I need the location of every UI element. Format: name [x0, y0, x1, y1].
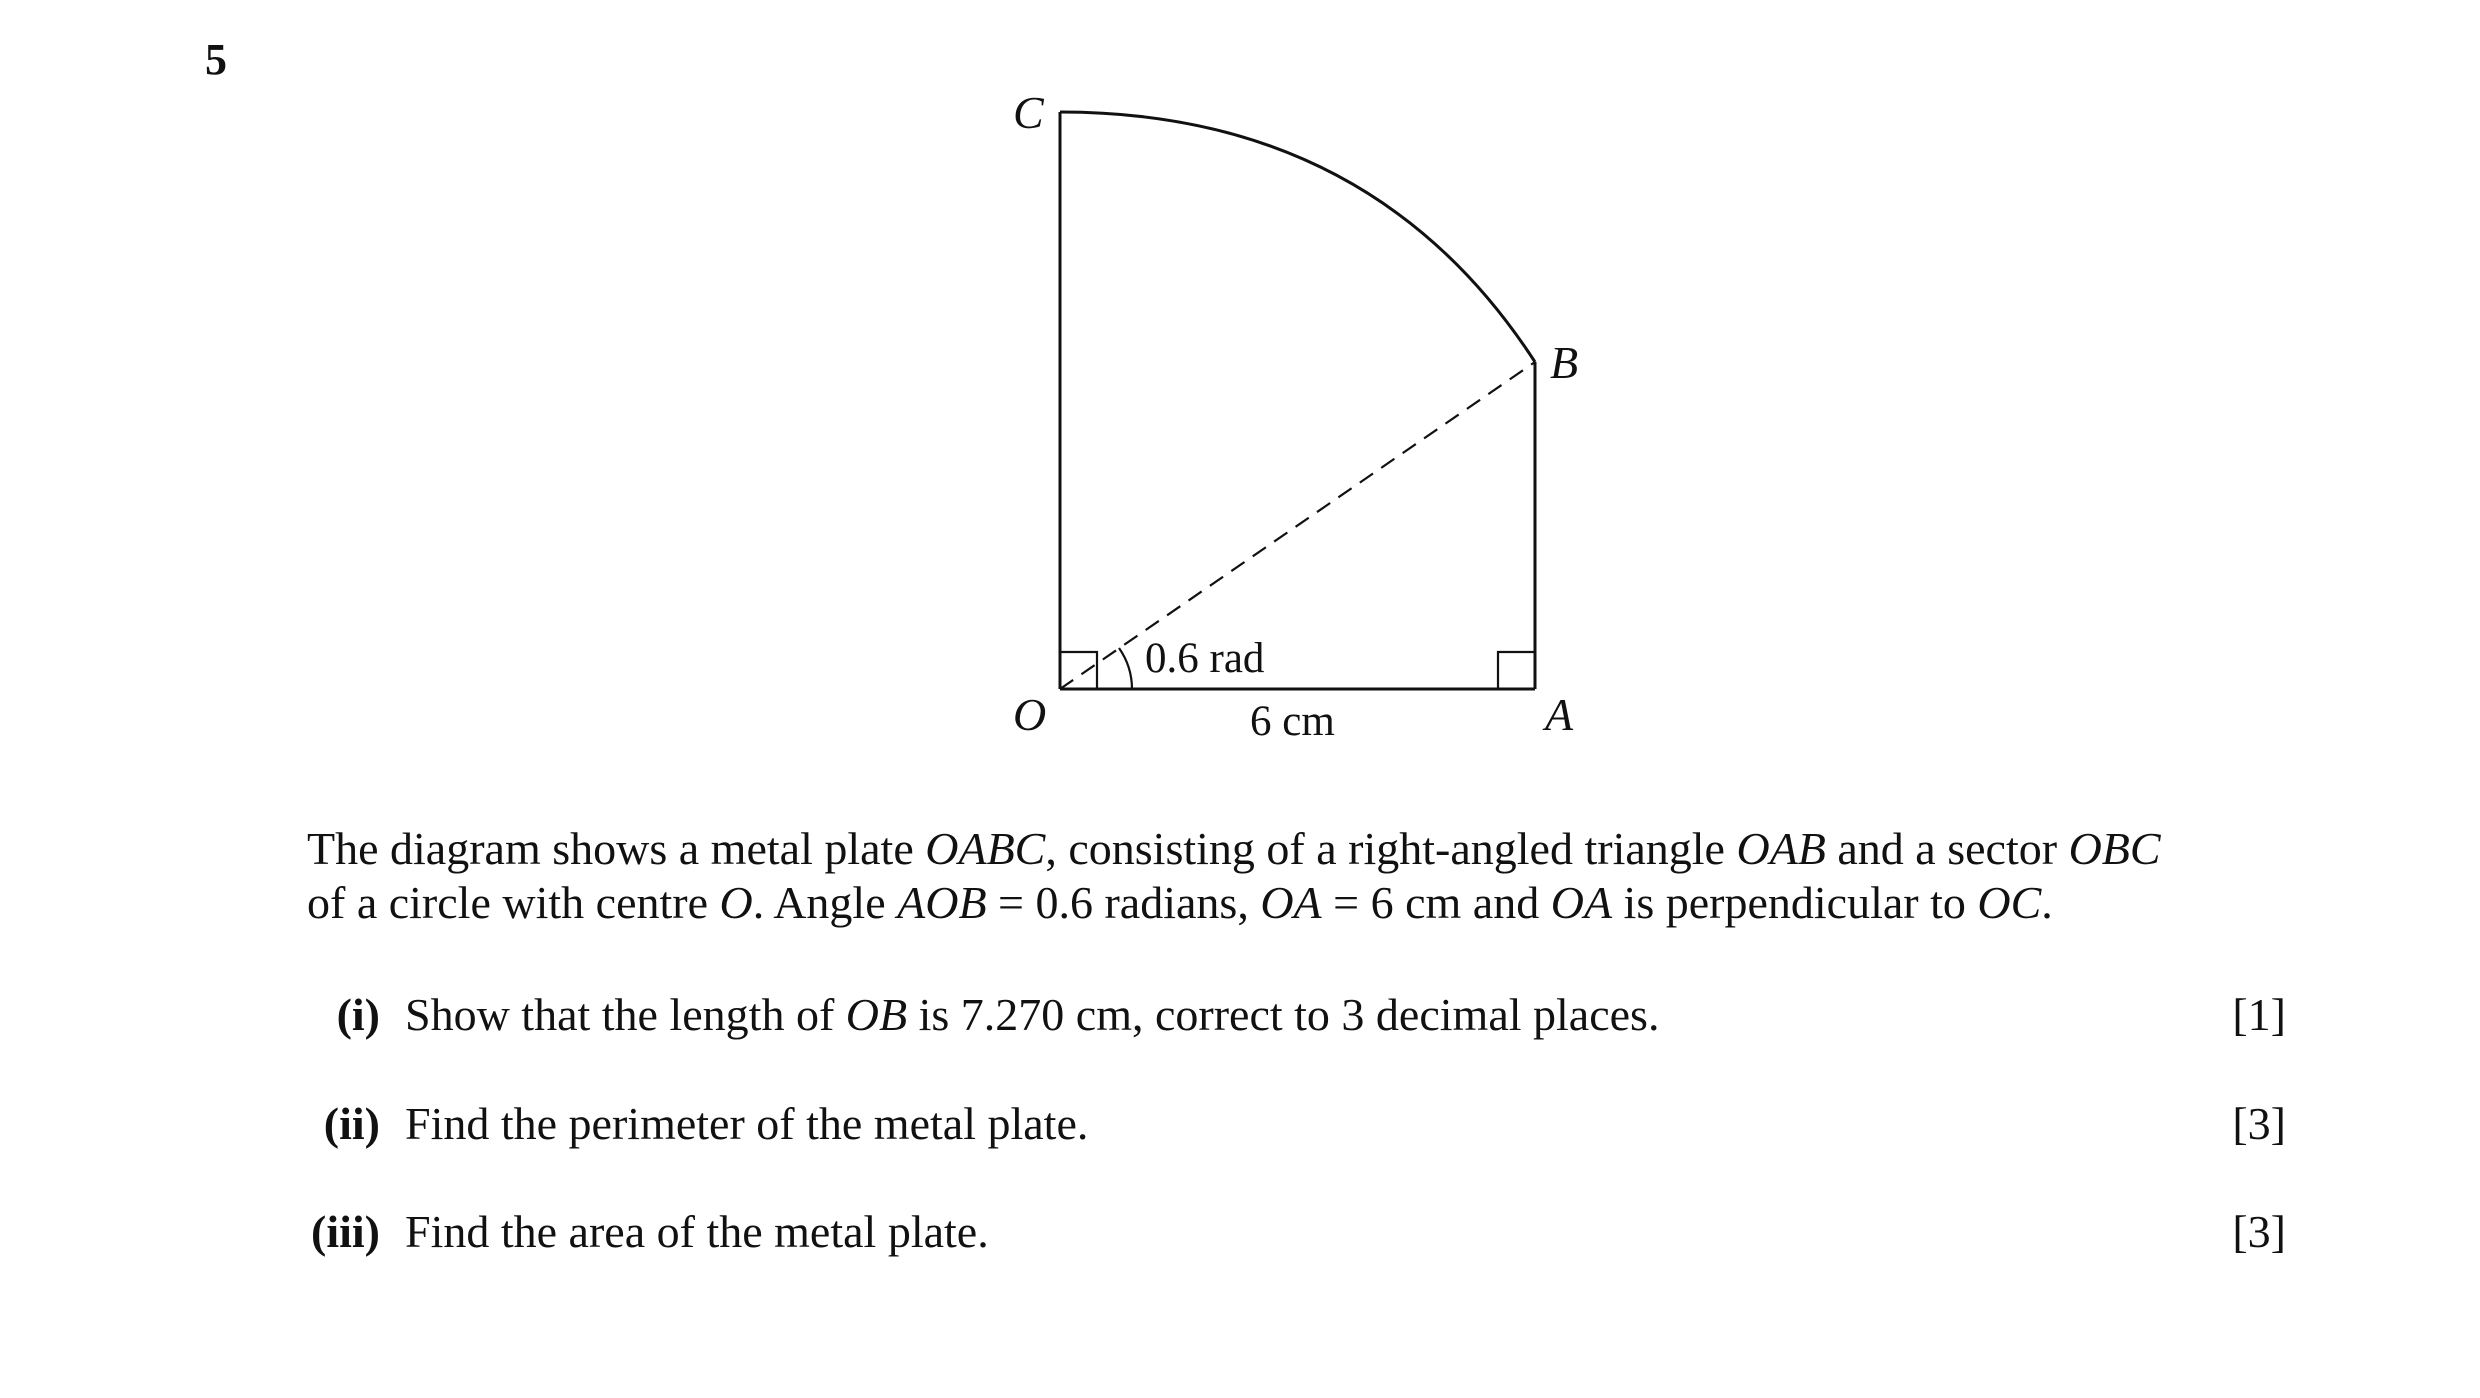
part-marks: [3]	[2232, 1206, 2286, 1257]
text-run: Find the area of the metal plate.	[405, 1206, 989, 1257]
text-run: and a sector	[1825, 823, 2069, 874]
right-angle-marker-a	[1498, 652, 1535, 689]
right-angle-marker-o	[1060, 652, 1097, 689]
part-number: (ii)	[323, 1098, 380, 1149]
label-o: O	[1013, 689, 1047, 740]
part-text	[405, 1094, 1088, 1154]
part-marks: [1]	[2232, 989, 2286, 1040]
angle-label: 0.6 rad	[1145, 635, 1265, 682]
math-variable: OA	[1550, 877, 1613, 928]
text-run: The diagram shows a metal plate	[307, 823, 926, 874]
side-label-oa: 6 cm	[1250, 698, 1335, 745]
question-intro	[307, 822, 2307, 930]
part-text	[405, 985, 1659, 1045]
intro-line-1	[307, 822, 2307, 876]
text-run: of a circle with centre	[307, 877, 720, 928]
angle-arc-o	[1119, 648, 1132, 689]
text-run: .	[2041, 877, 2053, 928]
math-variable: OC	[1977, 877, 2042, 928]
label-b: B	[1550, 337, 1579, 388]
math-variable: OA	[1260, 877, 1322, 928]
math-variable: OABC	[925, 823, 1046, 874]
text-run: Find the perimeter of the metal plate.	[405, 1098, 1089, 1149]
dashed-ob	[1060, 362, 1535, 689]
part-number: (iii)	[311, 1206, 380, 1257]
label-c: C	[1013, 87, 1044, 138]
math-variable: OAB	[1736, 823, 1826, 874]
text-run: Show that the length of	[405, 989, 846, 1040]
part-ii	[0, 1094, 2480, 1154]
text-run: . Angle	[752, 877, 898, 928]
math-variable: O	[719, 877, 753, 928]
text-run: is 7.270 cm, correct to 3 decimal places.	[907, 989, 1660, 1040]
part-iii	[0, 1202, 2480, 1262]
arc-cb	[1060, 112, 1535, 362]
math-variable: AOB	[897, 877, 987, 928]
text-run: , consisting of a right-angled triangle	[1045, 823, 1737, 874]
intro-line-2	[307, 876, 2307, 930]
math-variable: OBC	[2068, 823, 2161, 874]
question-number: 5	[205, 35, 227, 84]
text-run: = 0.6 radians,	[986, 877, 1261, 928]
part-i	[0, 985, 2480, 1045]
part-marks: [3]	[2232, 1098, 2286, 1149]
text-run: = 6 cm and	[1321, 877, 1551, 928]
math-variable: OB	[845, 989, 908, 1040]
part-text	[405, 1202, 989, 1262]
label-a: A	[1545, 689, 1574, 740]
text-run: is perpendicular to	[1612, 877, 1978, 928]
part-number: (i)	[336, 989, 380, 1040]
